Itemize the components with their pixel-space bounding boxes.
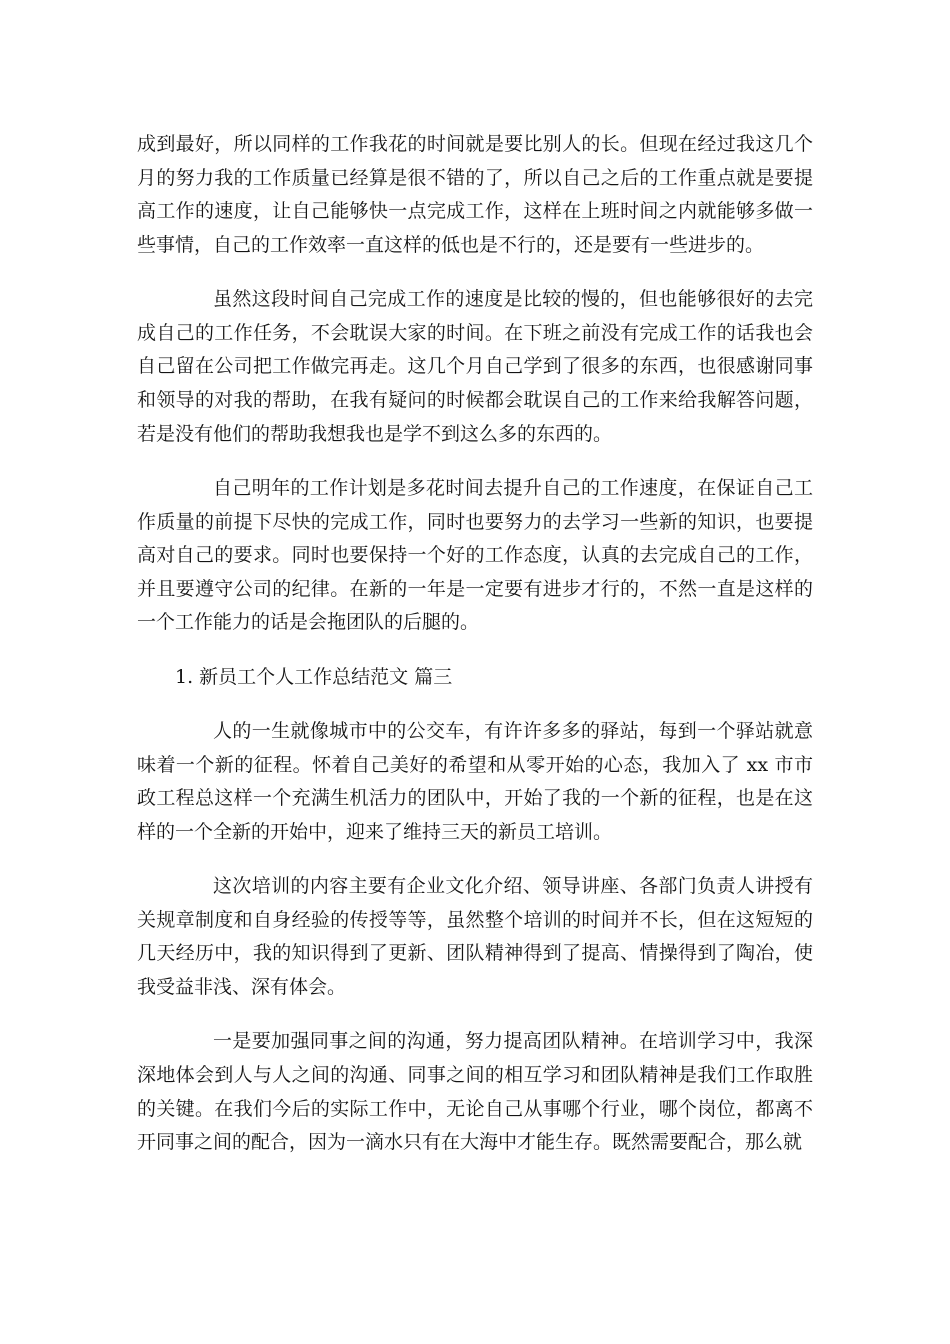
paragraph-work-speed: 虽然这段时间自己完成工作的速度是比较的慢的，但也能够很好的去完成自己的工作任务，不会耽误大家的时间。在下班之前没有完成工作的话我也会自己留在公司把工作做完再走。这几个月自己学到了很多的东西，也很感谢同事和领导的对我的帮助，在我有疑问的时候都会耽误自己的工作来给我解答问题，若是没有他们的帮助我想我也是学不到这么多的东西的。 — [137, 288, 813, 445]
paragraph-continuation: 成到最好，所以同样的工作我花的时间就是要比别人的长。但现在经过我这几个月的努力我的工作质量已经算是很不错的了，所以自己之后的工作重点就是要提高工作的速度，让自己能够快一点完成工作，这样在上班时间之内就能够多做一些事情，自己的工作效率一直这样的低也是不行的，还是要有一些进步的。 — [137, 133, 813, 256]
section-heading: 1. 新员工个人工作总结范文 篇三 — [175, 665, 453, 688]
document-page — [137, 128, 813, 1181]
paragraph-training-content: 这次培训的内容主要有企业文化介绍、领导讲座、各部门负责人讲授有关规章制度和自身经验的传授等等，虽然整个培训的时间并不长，但在这短短的几天经历中，我的知识得到了更新、团队精神得到了提高、情操得到了陶冶，使我受益非浅、深有体会。 — [137, 875, 813, 999]
paragraph-team-communication: 一是要加强同事之间的沟通，努力提高团队精神。在培训学习中，我深深地体会到人与人之间的沟通、同事之间的相互学习和团队精神是我们工作取胜的关键。在我们今后的实际工作中，无论自己从事哪个行业，哪个岗位，都离不开同事之间的配合，因为一滴水只有在大海中才能生存。既然需要配合，那么就 — [137, 1030, 813, 1154]
paragraph-next-year-plan: 自己明年的工作计划是多花时间去提升自己的工作速度，在保证自己工作质量的前提下尽快的完成工作，同时也要努力的去学习一些新的知识，也要提高对自己的要求。同时也要保持一个好的工作态度，认真的去完成自己的工作，并且要遵守公司的纪律。在新的一年是一定要有进步才行的，不然一直是这样的一个工作能力的话是会拖团队的后腿的。 — [137, 476, 813, 634]
paragraph-life-bus: 人的一生就像城市中的公交车，有许许多多的驿站，每到一个驿站就意味着一个新的征程。怀着自己美好的希望和从零开始的心态，我加入了 xx 市市政工程总这样一个充满生机活力的团队中，开始了我的一个新的征程，也是在这样的一个全新的开始中，迎来了维持三天的新员工培训。 — [137, 720, 813, 843]
